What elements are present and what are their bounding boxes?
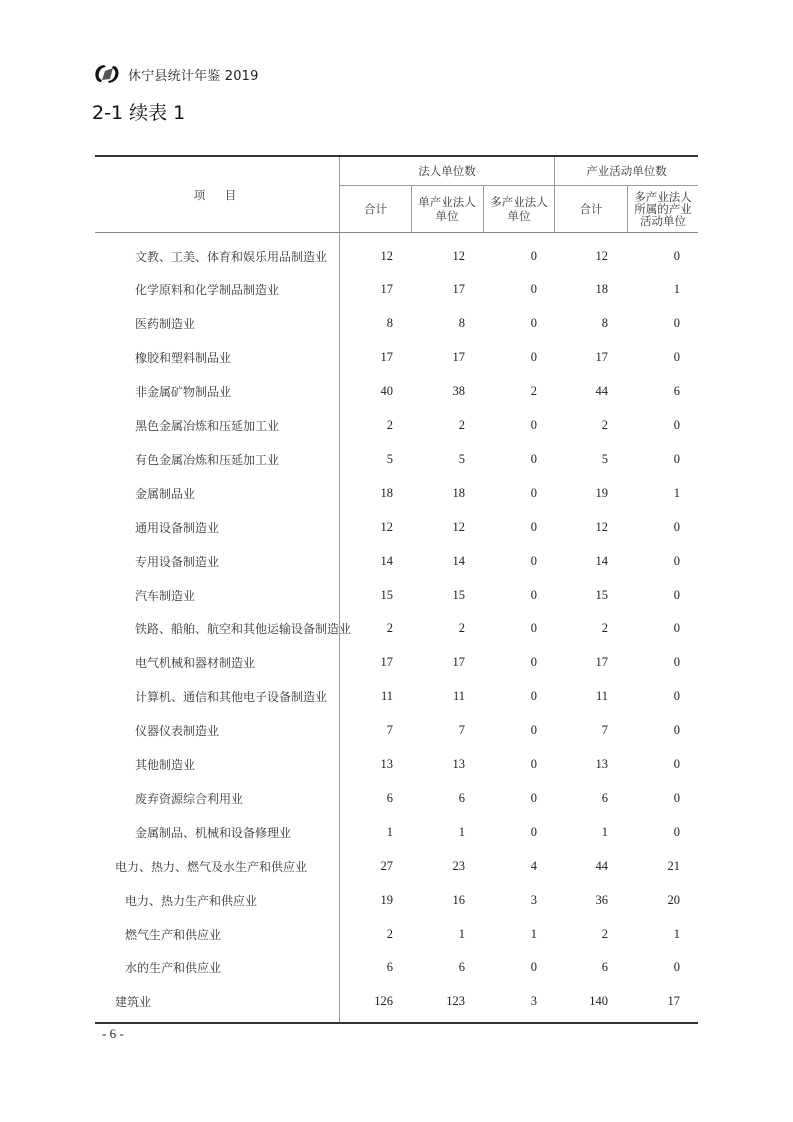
header-single-industry: 单产业法人单位: [418, 195, 476, 223]
row-label: 燃气生产和供应业: [125, 927, 222, 942]
row-value: 140: [589, 994, 608, 1009]
row-value: 17: [380, 655, 393, 670]
row-value: 2: [458, 621, 465, 636]
table-row: [95, 510, 698, 544]
row-value: 7: [601, 723, 608, 738]
header-divider: [411, 185, 412, 232]
row-value: 15: [380, 587, 393, 602]
row-label: 水的生产和供应业: [125, 961, 222, 976]
header-divider: [483, 185, 484, 232]
row-value: 0: [673, 248, 680, 263]
row-value: 12: [380, 248, 393, 263]
row-value: 0: [673, 960, 680, 975]
row-value: 1: [673, 282, 680, 297]
row-value: 2: [386, 621, 393, 636]
row-value: 0: [673, 655, 680, 670]
table-row: [95, 849, 698, 883]
row-value: 4: [530, 858, 537, 873]
row-value: 0: [673, 621, 680, 636]
row-value: 0: [673, 723, 680, 738]
row-value: 0: [530, 248, 537, 263]
header-activity-total: 合计: [579, 202, 603, 216]
row-value: 6: [601, 790, 608, 805]
row-value: 0: [530, 282, 537, 297]
row-value: 16: [452, 892, 465, 907]
row-value: 44: [595, 858, 608, 873]
row-value: 2: [601, 418, 608, 432]
row-value: 7: [458, 723, 465, 738]
row-value: 8: [601, 316, 608, 331]
row-value: 6: [601, 960, 608, 975]
row-value: 17: [452, 282, 465, 297]
row-value: 0: [530, 790, 537, 805]
header-legal-total: 合计: [364, 202, 387, 216]
row-label: 仪器仪表制造业: [135, 724, 220, 739]
row-value: 0: [673, 790, 680, 805]
table-row: [95, 544, 698, 578]
row-value: 11: [452, 689, 465, 704]
row-value: 38: [452, 384, 465, 399]
row-value: 13: [452, 757, 465, 771]
row-value: 1: [458, 926, 465, 941]
row-value: 0: [530, 621, 537, 636]
row-label: 金属制品业: [135, 486, 196, 501]
row-value: 40: [380, 384, 393, 399]
row-value: 0: [673, 553, 680, 568]
table-row: [95, 985, 698, 1019]
row-value: 17: [380, 282, 393, 297]
row-value: 1: [673, 485, 680, 500]
row-value: 44: [595, 384, 608, 399]
row-value: 0: [530, 553, 537, 568]
row-value: 8: [386, 316, 393, 331]
row-value: 17: [452, 350, 465, 365]
row-value: 21: [667, 858, 680, 873]
table-header-rule: [95, 232, 698, 233]
row-label: 医药制造业: [135, 317, 196, 332]
row-value: 1: [530, 926, 537, 941]
row-value: 2: [601, 621, 608, 636]
row-value: 0: [530, 587, 537, 602]
table-title: 2-1 续表 1: [92, 102, 186, 124]
row-label: 电力、热力、燃气及水生产和供应业: [115, 859, 308, 874]
row-value: 18: [452, 485, 465, 500]
row-value: 0: [530, 723, 537, 738]
row-value: 0: [530, 418, 537, 432]
row-value: 0: [673, 757, 680, 771]
row-value: 0: [673, 689, 680, 704]
row-value: 0: [530, 350, 537, 365]
table-row: [95, 578, 698, 612]
row-label: 有色金属冶炼和压延加工业: [135, 452, 280, 467]
row-value: 0: [673, 350, 680, 365]
yearbook-logo-icon: [92, 62, 122, 86]
row-value: 2: [530, 384, 537, 399]
row-value: 8: [458, 316, 465, 331]
table-row: [95, 476, 698, 510]
row-label: 化学原料和化学制品制造业: [135, 283, 280, 298]
table-row: [95, 375, 698, 409]
row-value: 27: [380, 858, 393, 873]
row-value: 6: [386, 790, 393, 805]
row-value: 0: [673, 519, 680, 534]
table-row: [95, 781, 698, 815]
row-value: 0: [673, 316, 680, 331]
row-value: 19: [595, 485, 608, 500]
row-label: 非金属矿物制品业: [135, 385, 232, 400]
table-row: [95, 273, 698, 307]
row-value: 5: [458, 451, 465, 466]
table-row: [95, 680, 698, 714]
row-value: 3: [530, 892, 537, 907]
row-value: 123: [446, 994, 465, 1009]
row-value: 19: [380, 892, 393, 907]
header-multi-industry: 多产业法人单位: [490, 195, 548, 223]
row-value: 0: [673, 418, 680, 432]
row-label: 计算机、通信和其他电子设备制造业: [135, 690, 328, 705]
row-value: 36: [595, 892, 608, 907]
row-value: 13: [380, 757, 393, 771]
row-value: 2: [601, 926, 608, 941]
header-multi-industry-activity: 多产业法人所属的产业活动单位: [634, 190, 692, 228]
row-value: 17: [452, 655, 465, 670]
row-value: 12: [380, 519, 393, 534]
row-value: 18: [595, 282, 608, 297]
table-row: [95, 714, 698, 748]
row-value: 6: [673, 384, 680, 399]
table-row: [95, 307, 698, 341]
page-header: [92, 62, 259, 86]
table-row: [95, 409, 698, 443]
row-value: 0: [673, 451, 680, 466]
row-label: 通用设备制造业: [135, 520, 220, 535]
table-bottom-rule: [95, 1022, 698, 1024]
row-value: 14: [452, 553, 465, 568]
row-value: 18: [380, 485, 393, 500]
row-value: 12: [595, 519, 608, 534]
row-value: 12: [452, 248, 465, 263]
table-row: [95, 612, 698, 646]
row-value: 0: [673, 587, 680, 602]
row-value: 0: [530, 316, 537, 331]
row-label: 金属制品、机械和设备修理业: [135, 825, 292, 840]
row-label: 建筑业: [115, 995, 152, 1010]
header-divider: [627, 185, 628, 232]
row-value: 14: [380, 553, 393, 568]
row-value: 1: [386, 824, 393, 839]
row-value: 23: [452, 858, 465, 873]
row-value: 3: [530, 994, 537, 1009]
row-label: 专用设备制造业: [135, 554, 220, 569]
row-value: 0: [530, 451, 537, 466]
row-value: 6: [458, 790, 465, 805]
row-value: 1: [458, 824, 465, 839]
row-value: 0: [530, 689, 537, 704]
row-value: 5: [386, 451, 393, 466]
row-value: 20: [667, 892, 680, 907]
row-value: 0: [530, 519, 537, 534]
row-value: 6: [458, 960, 465, 975]
row-value: 0: [530, 960, 537, 975]
row-value: 5: [601, 451, 608, 466]
row-value: 17: [380, 350, 393, 365]
row-label: 黑色金属冶炼和压延加工业: [135, 419, 280, 433]
row-value: 1: [673, 926, 680, 941]
row-label: 电气机械和器材制造业: [135, 656, 256, 671]
row-label: 其他制造业: [135, 758, 196, 772]
row-label: 铁路、船舶、航空和其他运输设备制造业: [135, 622, 352, 637]
row-value: 17: [595, 655, 608, 670]
row-value: 0: [530, 757, 537, 771]
table-row: [95, 883, 698, 917]
row-value: 2: [458, 418, 465, 432]
table-row: [95, 815, 698, 849]
row-label: 橡胶和塑料制品业: [135, 351, 232, 366]
row-value: 126: [374, 994, 393, 1009]
row-value: 15: [452, 587, 465, 602]
table-row: [95, 646, 698, 680]
row-value: 11: [380, 689, 393, 704]
book-title: 休宁县统计年鉴 2019: [128, 68, 259, 84]
row-value: 2: [386, 418, 393, 432]
page-number: - 6 -: [102, 1026, 124, 1041]
row-label: 废弃资源综合利用业: [135, 791, 244, 806]
header-activity-units-group: 产业活动单位数: [586, 164, 667, 178]
row-value: 0: [530, 655, 537, 670]
row-value: 11: [595, 689, 608, 704]
row-value: 0: [673, 824, 680, 839]
row-value: 13: [595, 757, 608, 771]
table-row: [95, 442, 698, 476]
row-value: 12: [452, 519, 465, 534]
row-value: 0: [530, 485, 537, 500]
table-row: [95, 239, 698, 273]
header-item: 项 目: [193, 187, 241, 202]
table-row: [95, 341, 698, 375]
row-value: 7: [386, 723, 393, 738]
row-value: 15: [595, 587, 608, 602]
row-value: 12: [595, 248, 608, 263]
row-value: 17: [595, 350, 608, 365]
table-row: [95, 917, 698, 951]
table-row: [95, 951, 698, 985]
row-label: 文教、工美、体育和娱乐用品制造业: [135, 249, 328, 264]
row-value: 2: [386, 926, 393, 941]
table-row: [95, 748, 698, 782]
row-value: 6: [386, 960, 393, 975]
row-label: 电力、热力生产和供应业: [125, 893, 258, 908]
row-value: 0: [530, 824, 537, 839]
header-legal-units-group: 法人单位数: [418, 164, 476, 178]
row-value: 17: [667, 994, 680, 1009]
row-value: 14: [595, 553, 608, 568]
row-label: 汽车制造业: [135, 588, 196, 603]
row-value: 1: [601, 824, 608, 839]
